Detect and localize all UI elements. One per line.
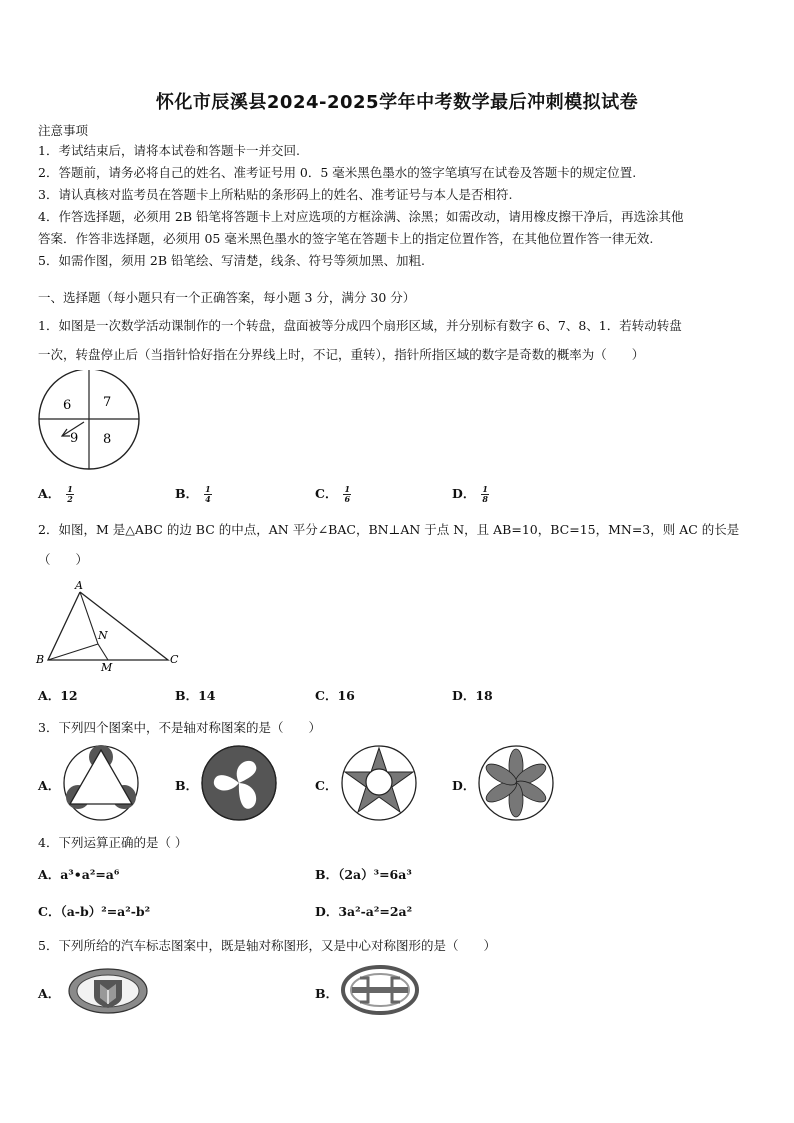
q3-option-c[interactable]: C．: [315, 778, 338, 793]
fraction: $\frac{1}{6}$: [344, 484, 351, 504]
question-5-text: 5．下列所给的汽车标志图案中，既是轴对称图形，又是中心对称图形的是（ ）: [38, 938, 496, 953]
question-2-text-cont: （ ）: [38, 552, 89, 567]
fraction: $\frac{1}{4}$: [205, 484, 211, 504]
spinner-figure: [36, 370, 144, 472]
note-line: 2．答题前，请务必将自己的姓名、准考证号用 0．5 毫米黑色墨水的签字笔填写在试卷及答题卡的规定位置.: [38, 165, 637, 180]
spinner-number: 9: [70, 431, 79, 446]
q4-option-c[interactable]: C．（a-b）²=a²-b²: [38, 904, 151, 919]
point-label: B: [36, 653, 45, 666]
q1-option-c[interactable]: C． $\frac{1}{6}$: [315, 484, 351, 504]
circle-triangle-pattern: [62, 744, 140, 822]
q2-option-a[interactable]: A．12: [38, 688, 78, 703]
question-4-text: 4．下列运算正确的是（ ）: [38, 835, 188, 850]
question-1-text-cont: 一次，转盘停止后（当指针恰好指在分界线上时，不记，重转），指针所指区域的数字是奇数的概率为（ ）: [38, 347, 645, 362]
q4-option-b[interactable]: B．（2a）³=6a³: [315, 867, 412, 882]
question-3-text: 3．下列四个图案中，不是轴对称图案的是（ ）: [38, 720, 321, 735]
q4-option-d[interactable]: D．3a²-a²=2a²: [315, 904, 413, 919]
spinner-number: 7: [103, 395, 112, 410]
q3-option-b[interactable]: B．: [175, 778, 199, 793]
point-label: N: [98, 629, 108, 642]
note-line: 4．作答选择题，必须用 2B 铅笔将答题卡上对应选项的方框涂满、涂黑；如需改动，请用橡皮擦干净后，再选涂其他: [38, 209, 684, 224]
q2-option-d[interactable]: D．18: [452, 688, 493, 703]
point-label: M: [101, 661, 113, 674]
note-line: 1．考试结束后，请将本试卷和答题卡一并交回.: [38, 143, 300, 158]
triangle-figure: [30, 578, 190, 674]
question-1-text: 1．如图是一次数学活动课制作的一个转盘，盘面被等分成四个扇形区域，并分别标有数字 6、7、8、1．若转动转盘: [38, 318, 682, 333]
q5-option-b[interactable]: B．: [315, 986, 339, 1001]
fraction: $\frac{1}{2}$: [67, 484, 73, 504]
q1-option-a[interactable]: A． $\frac{1}{2}$: [38, 484, 73, 504]
q5-option-a[interactable]: A．: [38, 986, 61, 1001]
point-label: A: [75, 579, 83, 592]
q3-option-d[interactable]: D．: [452, 778, 476, 793]
q3-option-a[interactable]: A．: [38, 778, 61, 793]
q1-option-b[interactable]: B． $\frac{1}{4}$: [175, 484, 211, 504]
note-line: 答案．作答非选择题，必须用 05 毫米黑色墨水的签字笔在答题卡上的指定位置作答，在其他位置作答一律无效.: [38, 231, 654, 246]
q4-option-a[interactable]: A．a³•a²=a⁶: [38, 867, 120, 882]
notes-heading: 注意事项: [38, 123, 89, 138]
section-heading: 一、选择题（每小题只有一个正确答案，每小题 3 分，满分 30 分）: [38, 290, 416, 305]
fraction: $\frac{1}{8}$: [482, 484, 488, 504]
swirl-pattern: [200, 744, 278, 822]
car-logo-a: [66, 966, 150, 1016]
note-line: 5．如需作图，须用 2B 铅笔绘、写清楚，线条、符号等须加黑、加粗.: [38, 253, 426, 268]
spinner-number: 6: [63, 398, 72, 413]
car-logo-b: [340, 964, 420, 1016]
flower-pattern: [477, 744, 555, 822]
page-title: 怀化市辰溪县2024-2025学年中考数学最后冲刺模拟试卷: [155, 92, 639, 113]
q2-option-b[interactable]: B．14: [175, 688, 216, 703]
note-line: 3．请认真核对监考员在答题卡上所粘贴的条形码上的姓名、准考证号与本人是否相符.: [38, 187, 513, 202]
star-pattern: [340, 744, 418, 822]
point-label: C: [170, 653, 179, 666]
question-2-text: 2．如图，M 是△ABC 的边 BC 的中点，AN 平分∠BAC，BN⊥AN 于点 N，且 AB=10，BC=15，MN=3，则 AC 的长是: [38, 522, 740, 537]
spinner-number: 8: [103, 432, 112, 447]
q2-option-c[interactable]: C．16: [315, 688, 355, 703]
q1-option-d[interactable]: D． $\frac{1}{8}$: [452, 484, 488, 504]
